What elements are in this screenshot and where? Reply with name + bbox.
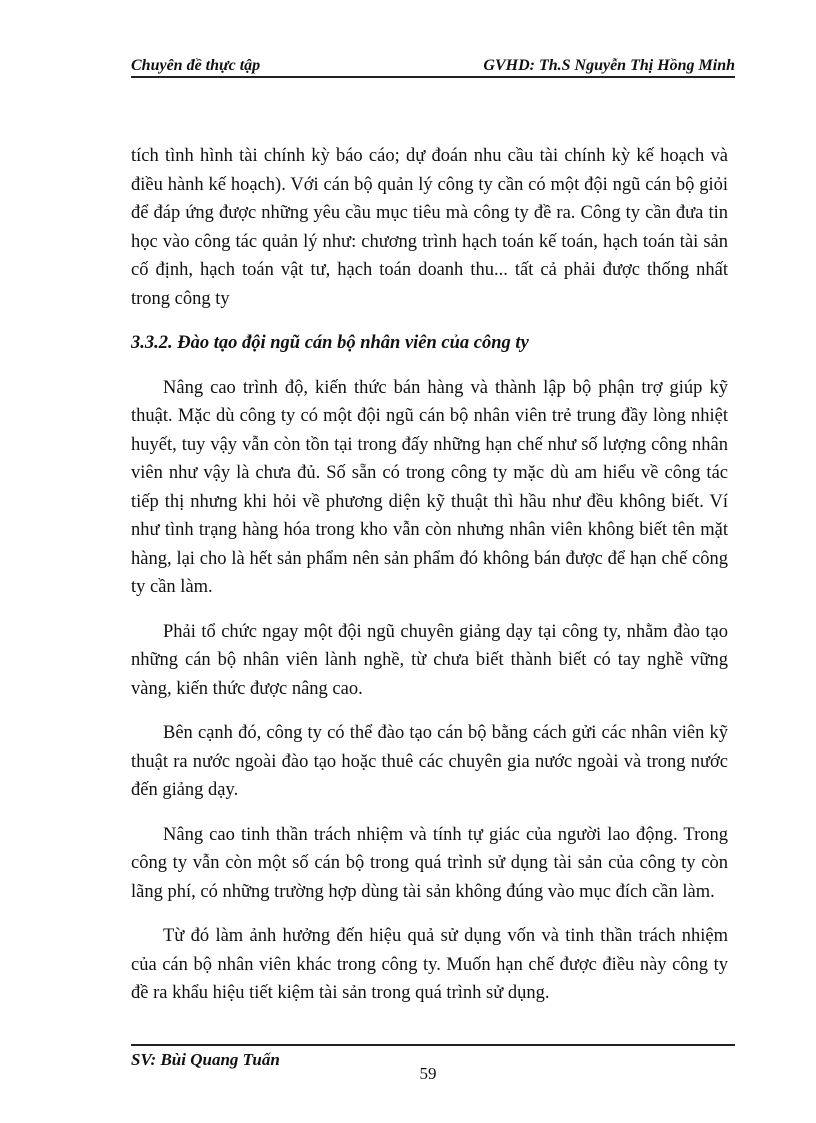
body-paragraph: Phải tổ chức ngay một đội ngũ chuyên giảng dạy tại công ty, nhằm đào tạo những cán bộ nhân viên lành nghề, từ chưa biết thành biết có tay nghề vững vàng, kiến thức được nâng cao. [131,621,728,699]
section-heading: 3.3.2. Đào tạo đội ngũ cán bộ nhân viên của công ty [131,333,529,353]
page-header [131,50,735,76]
intro-paragraph: tích tình hình tài chính kỳ báo cáo; dự đoán nhu cầu tài chính kỳ kế hoạch và điều hành kế hoạch). Với cán bộ quản lý công ty cần có một đội ngũ cán bộ giỏi để đáp ứng được những yêu cầu mục tiêu mà công ty đề ra. Công ty cần đưa tin học vào công tác quản lý như: chương trình hạch toán kế toán, hạch toán tài sản cố định, hạch toán vật tư, hạch toán doanh thu... tất cả phải được thống nhất trong công ty [131,146,728,309]
header-course-title: Chuyên đề thực tập [131,57,261,74]
footer-author: SV: Bùi Quang Tuấn [131,1050,280,1069]
body-paragraph: Từ đó làm ảnh hưởng đến hiệu quả sử dụng vốn và tinh thần trách nhiệm của cán bộ nhân viên khác trong công ty. Muốn hạn chế được điều này công ty đề ra khẩu hiệu tiết kiệm tài sản trong quá trình sử dụng. [131,926,728,1003]
document-body [131,142,728,1024]
body-paragraph: Nâng cao trình độ, kiến thức bán hàng và thành lập bộ phận trợ giúp kỹ thuật. Mặc dù công ty có một đội ngũ cán bộ nhân viên trẻ trung đầy lòng nhiệt huyết, tuy vậy vẫn còn tồn tại trong đấy những hạn chế như số lượng công nhân viên như vậy là chưa đủ. Số sẵn có trong công ty mặc dù am hiểu về công tác tiếp thị nhưng khi hỏi về phương diện kỹ thuật thì hầu như đều không biết. Ví như tình trạng hàng hóa trong kho vẫn còn nhưng nhân viên không biết tên mặt hàng, lại cho là hết sản phẩm nên sản phẩm đó không bán được để hạn chế công ty cần làm. [131,377,728,597]
header-divider [131,76,735,78]
body-paragraph: Nâng cao tinh thần trách nhiệm và tính tự giác của người lao động. Trong công ty vẫn còn một số cán bộ trong quá trình sử dụng tài sản của công ty còn lãng phí, có những trường hợp dùng tài sản không đúng vào mục đích cần làm. [131,824,728,902]
body-paragraph: Bên cạnh đó, công ty có thể đào tạo cán bộ bằng cách gửi các nhân viên kỹ thuật ra nước ngoài đào tạo hoặc thuê các chuyên gia nước ngoài và trong nước đến giảng dạy. [131,723,728,800]
page-number: 59 [419,1064,437,1083]
footer-divider [131,1044,735,1046]
header-supervisor: GVHD: Th.S Nguyễn Thị Hồng Minh [483,57,735,74]
